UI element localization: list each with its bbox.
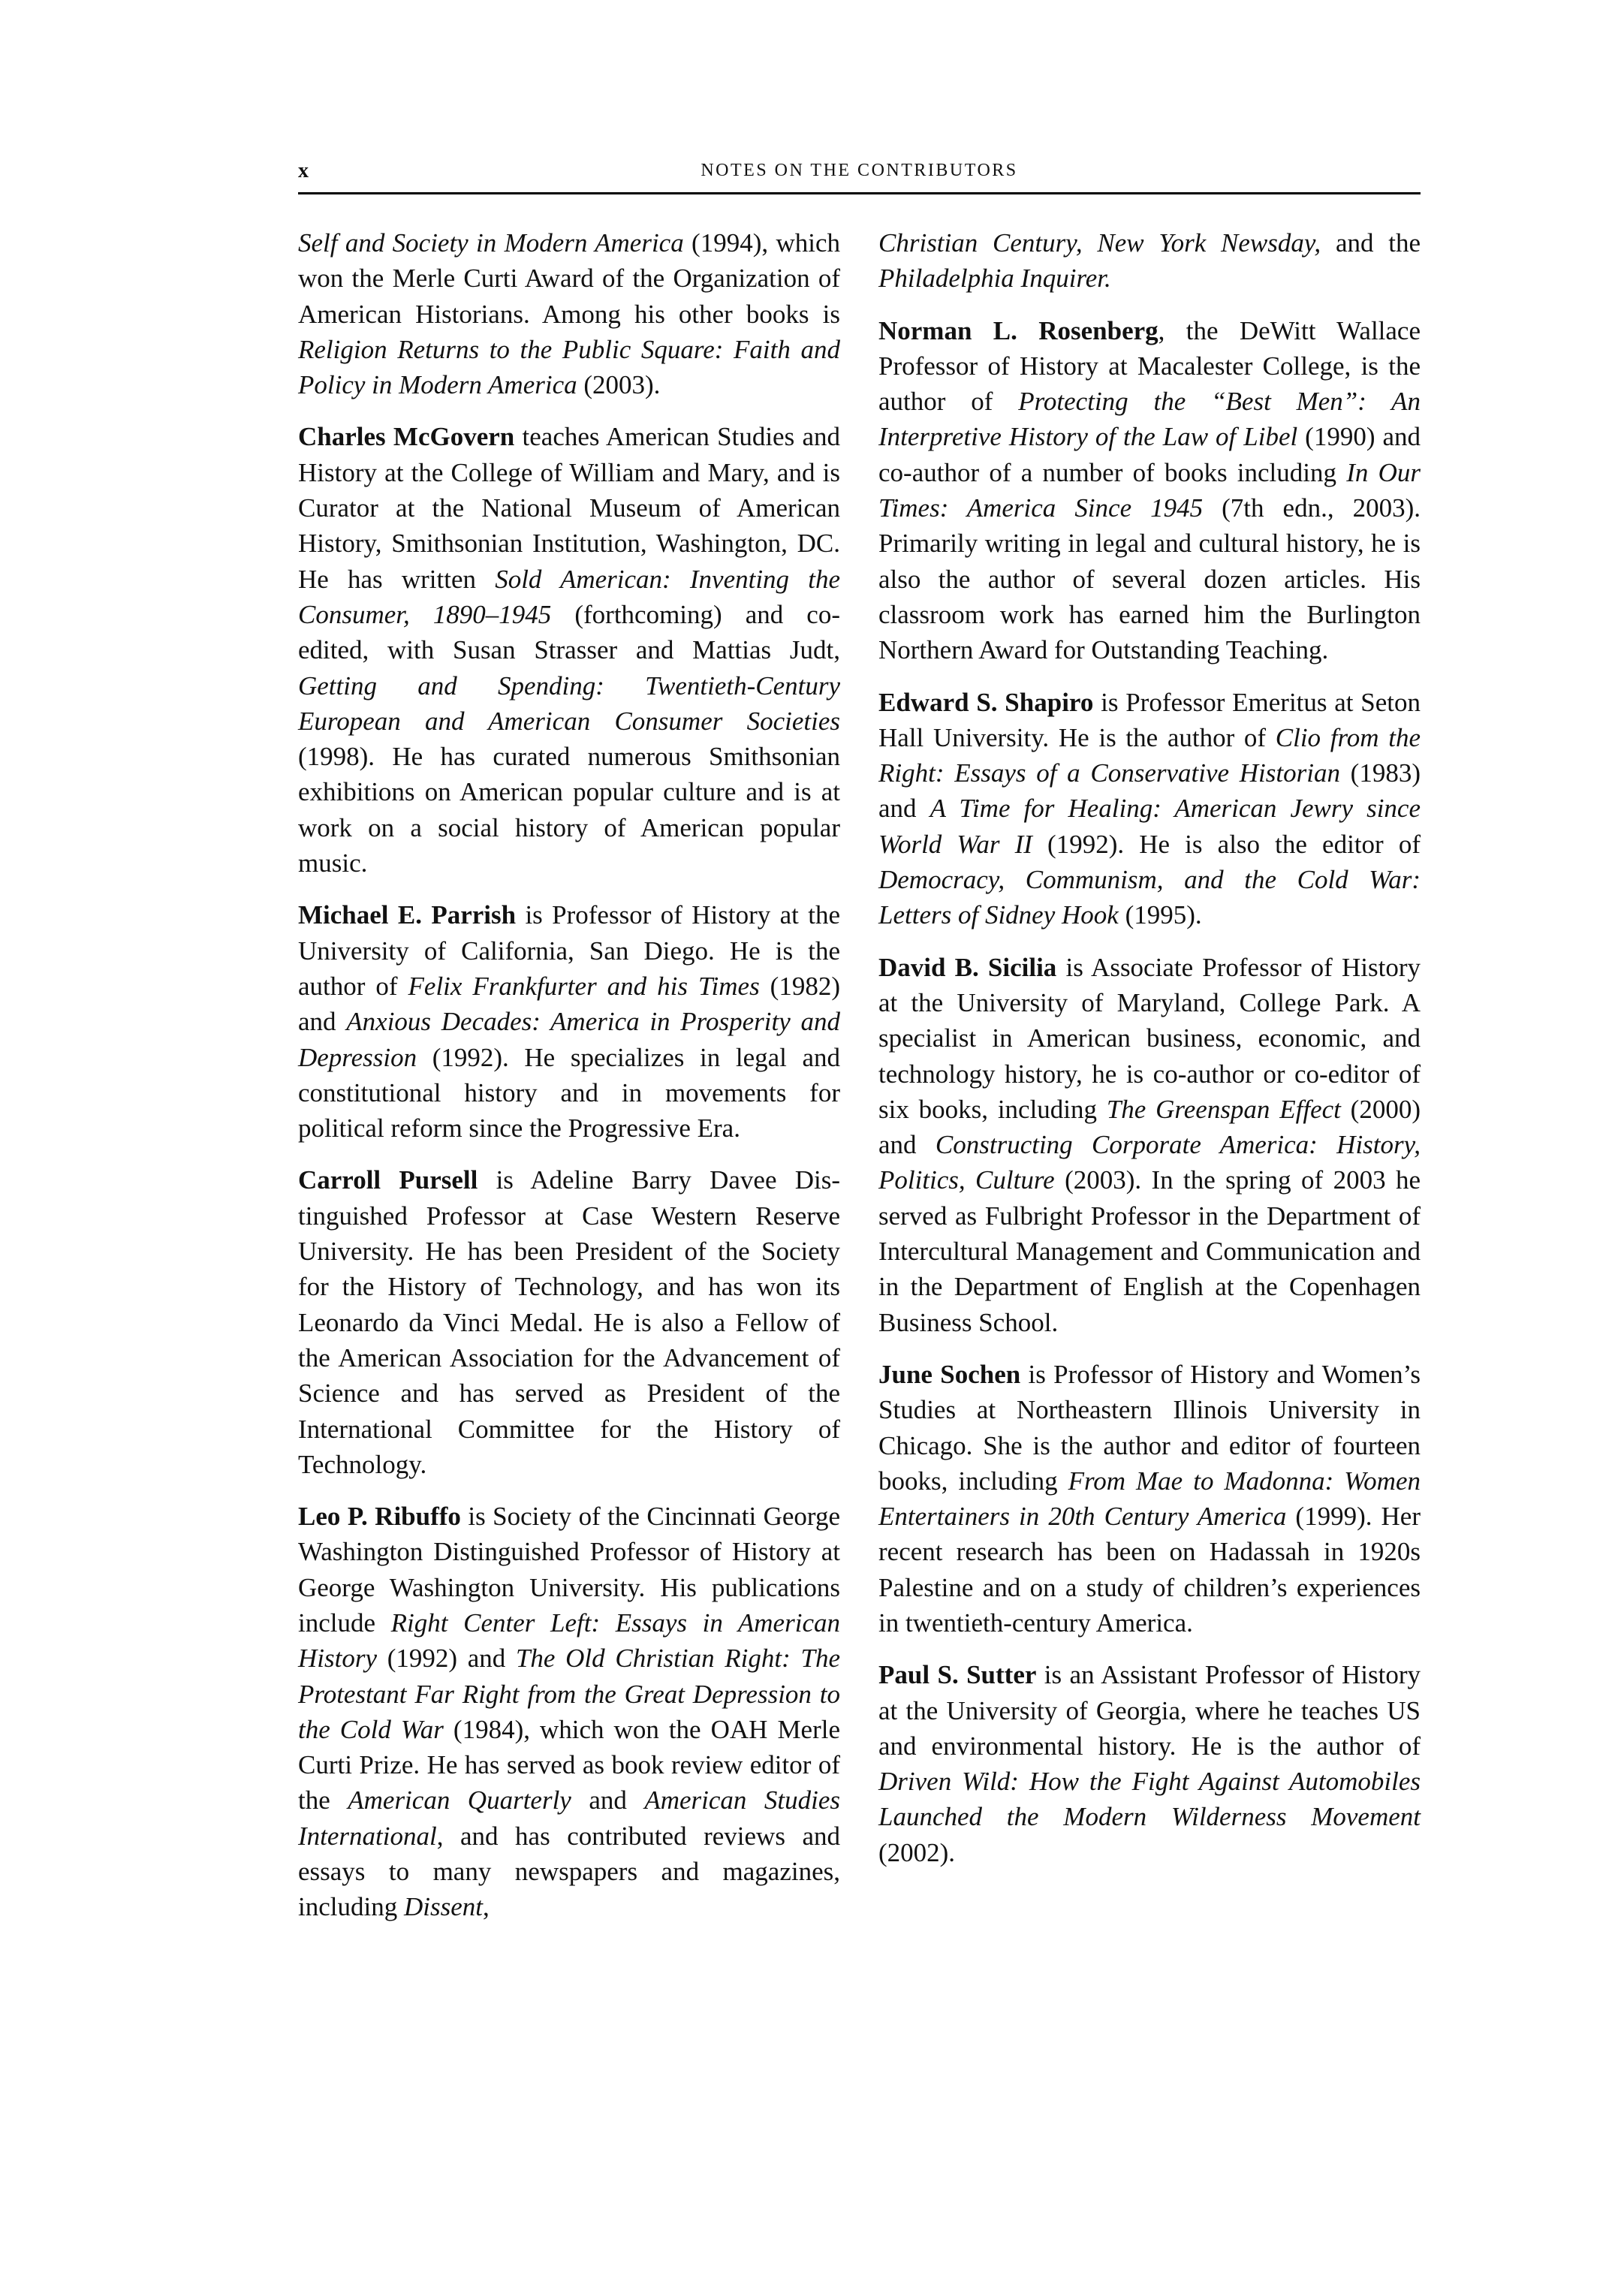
two-column-body [298,225,1421,1942]
book-title: Sold American: Inventing the Consumer, 1890–1945 [298,564,841,629]
book-title: Getting and Spending: Twentieth-Century European and American Consumer Societies [298,670,840,736]
bio-text: is Professor Emeritus at Seton Hall University. He is the author of [878,687,1421,752]
book-title: In Our Times: America Since 1945 [878,457,1421,523]
bio-text: is an Assistant Professor of History at the University of Georgia, where he teaches US and environmental history. He is the author of [878,1660,1421,1761]
book-title: Protecting the “Best Men”: An Interpretive History of the Law of Libel [878,387,1421,452]
book-title: Religion Returns to the Public Square: Faith and Policy in Modern America [298,334,840,400]
bio-text: (1983) and [878,758,1421,824]
book-title: Right Center Left: Essays in American History [298,1608,840,1674]
book-title: The Old Christian Right: The Protestant Far Right from the Great Depression to the Cold War [298,1644,840,1744]
bio-text: is Associate Professor of History at the University of Maryland, College Park. A specialist in American business, economic, and technology history, he is co-author or co-editor of six books, including [878,952,1421,1124]
bio-text: and the [1321,228,1421,258]
book-title: Self and Society in Modern America [298,228,684,258]
continued-entry [878,225,1421,297]
contributor-entry [298,1162,840,1482]
contributor-entry [878,1657,1421,1870]
bio-text: is Professor of History and Women’s Studies at Northeastern Illinois University in Chicago. She is the author and editor of fourteen books, including [878,1359,1421,1496]
right-column [878,225,1421,1942]
contributor-name: Norman L. Rosenberg [878,315,1158,345]
bio-text: teaches American Studies and History at the College of William and Mary, and is Curator at the National Museum of American History, Smithsonian Institution, Washington, DC. He has written [298,422,841,594]
book-title: Driven Wild: How the Fight Against Automobiles Launched the Modern Wilderness Movement [878,1767,1421,1832]
contributor-name: Edward S. Shapiro [878,687,1094,717]
contributor-name: Michael E. Parrish [298,900,517,930]
book-title: The Greenspan Effect [1106,1094,1341,1124]
bio-text: (1992). He specializes in legal and constitutional history and in movements for political reform since the Progressive Era. [298,1042,840,1144]
bio-text: is Adeline Barry Davee Distinguished Professor at Case Western Reserve University. He has been President of the Society for the History of Technology, and has won its Leonardo da Vinci Medal. He is also a Fellow of the American Association for the Advancement of Science and has served as President of the International Committee for the History of Technology. [298,1165,840,1479]
book-title: From Mae to Madonna: Women Entertainers in 20th Century America [878,1466,1421,1532]
bio-text: (1990) and co-author of a number of books including [878,422,1421,487]
running-title: NOTES ON THE CONTRIBUTORS [701,161,1018,180]
book-title: American Studies International [298,1785,840,1851]
contributor-entry [878,950,1421,1340]
contributor-name: Paul S. Sutter [878,1660,1037,1690]
bio-text: (1998). He has curated numerous Smithsonian exhibitions on American popular culture and is at work on a social history of American popular music. [298,742,840,878]
book-title: Anxious Decades: America in Prosperity and Depression [298,1007,840,1072]
book-title: Felix Frankfurter and his Times [408,971,760,1001]
bio-text: (1999). Her recent research has been on Hadassah in 1920s Palestine and on a study of children’s experiences in twentieth-century America. [878,1502,1421,1638]
running-head [298,156,1421,186]
bio-text: (1995). [1118,900,1202,930]
bio-text: (1994), which won the Merle Curti Award of the Organization of American Historians. Among his other books is [298,228,840,329]
book-title: Dissent [403,1892,483,1922]
bio-text: and [571,1785,645,1815]
contributor-entry [298,1499,840,1925]
book-title: A Time for Healing: American Jewry since World War II [878,794,1421,859]
book-title: Christian Century, New York Newsday, [878,228,1321,258]
bio-text: (1992) and [377,1644,516,1674]
bio-text: is Society of the Cincinnati George Washington Distinguished Professor of History at George Washington University. His publications include [298,1502,840,1638]
bio-text: (1982) and [298,971,840,1037]
document-page [298,156,1421,1922]
bio-text: (forthcoming) and co-edited, with Susan Strasser and Mattias Judt, [298,599,840,665]
bio-text: (2002). [878,1837,956,1867]
bio-text: , [482,1892,490,1922]
contributor-name: David B. Sicilia [878,952,1057,982]
contributor-entry [878,685,1421,933]
bio-text: (1992). He is also the editor of [1032,829,1421,859]
contributor-entry [298,897,840,1146]
continued-entry [298,225,840,402]
contributor-entry [878,1357,1421,1641]
book-title: Clio from the Right: Essays of a Conservative Historian [878,722,1421,788]
bio-text: (1984), which won the OAH Merle Curti Prize. He has served as book review editor of the [298,1714,841,1815]
contributor-name: June Sochen [878,1359,1021,1389]
left-column [298,225,840,1942]
contributor-entry [878,313,1421,668]
bio-text: , and has contributed reviews and essays to many newspapers and magazines, including [298,1821,840,1922]
contributor-name: Leo P. Ribuffo [298,1502,461,1532]
book-title: Philadelphia Inquirer. [878,264,1111,294]
page-number: x [298,159,309,182]
header-rule [298,192,1421,194]
bio-text: (7th edn., 2003). Primarily writing in legal and cultural history, he is also the author of several dozen articles. His classroom work has earned him the Burlington Northern Award for Outstanding Teaching. [878,493,1421,665]
contributor-entry [298,419,840,881]
bio-text: (2003). [577,370,661,400]
contributor-name: Charles McGovern [298,422,515,452]
bio-text: (2003). In the spring of 2003 he served as Fulbright Professor in the Department of Intercultural Management and Communication and in the Department of English at the Copenhagen Business School. [878,1165,1421,1337]
book-title: Democracy, Communism, and the Cold War: Letters of Sidney Hook [878,865,1421,930]
bio-text: , the DeWitt Wallace Professor of History at Macalester College, is the author of [878,315,1421,417]
book-title: American Quarterly [348,1785,571,1815]
book-title: Constructing Corporate America: History, Politics, Culture [878,1130,1421,1195]
bio-text: (2000) and [878,1094,1421,1160]
bio-text: is Professor of History at the University of California, San Diego. He is the author of [298,900,840,1001]
contributor-name: Carroll Pursell [298,1165,478,1195]
